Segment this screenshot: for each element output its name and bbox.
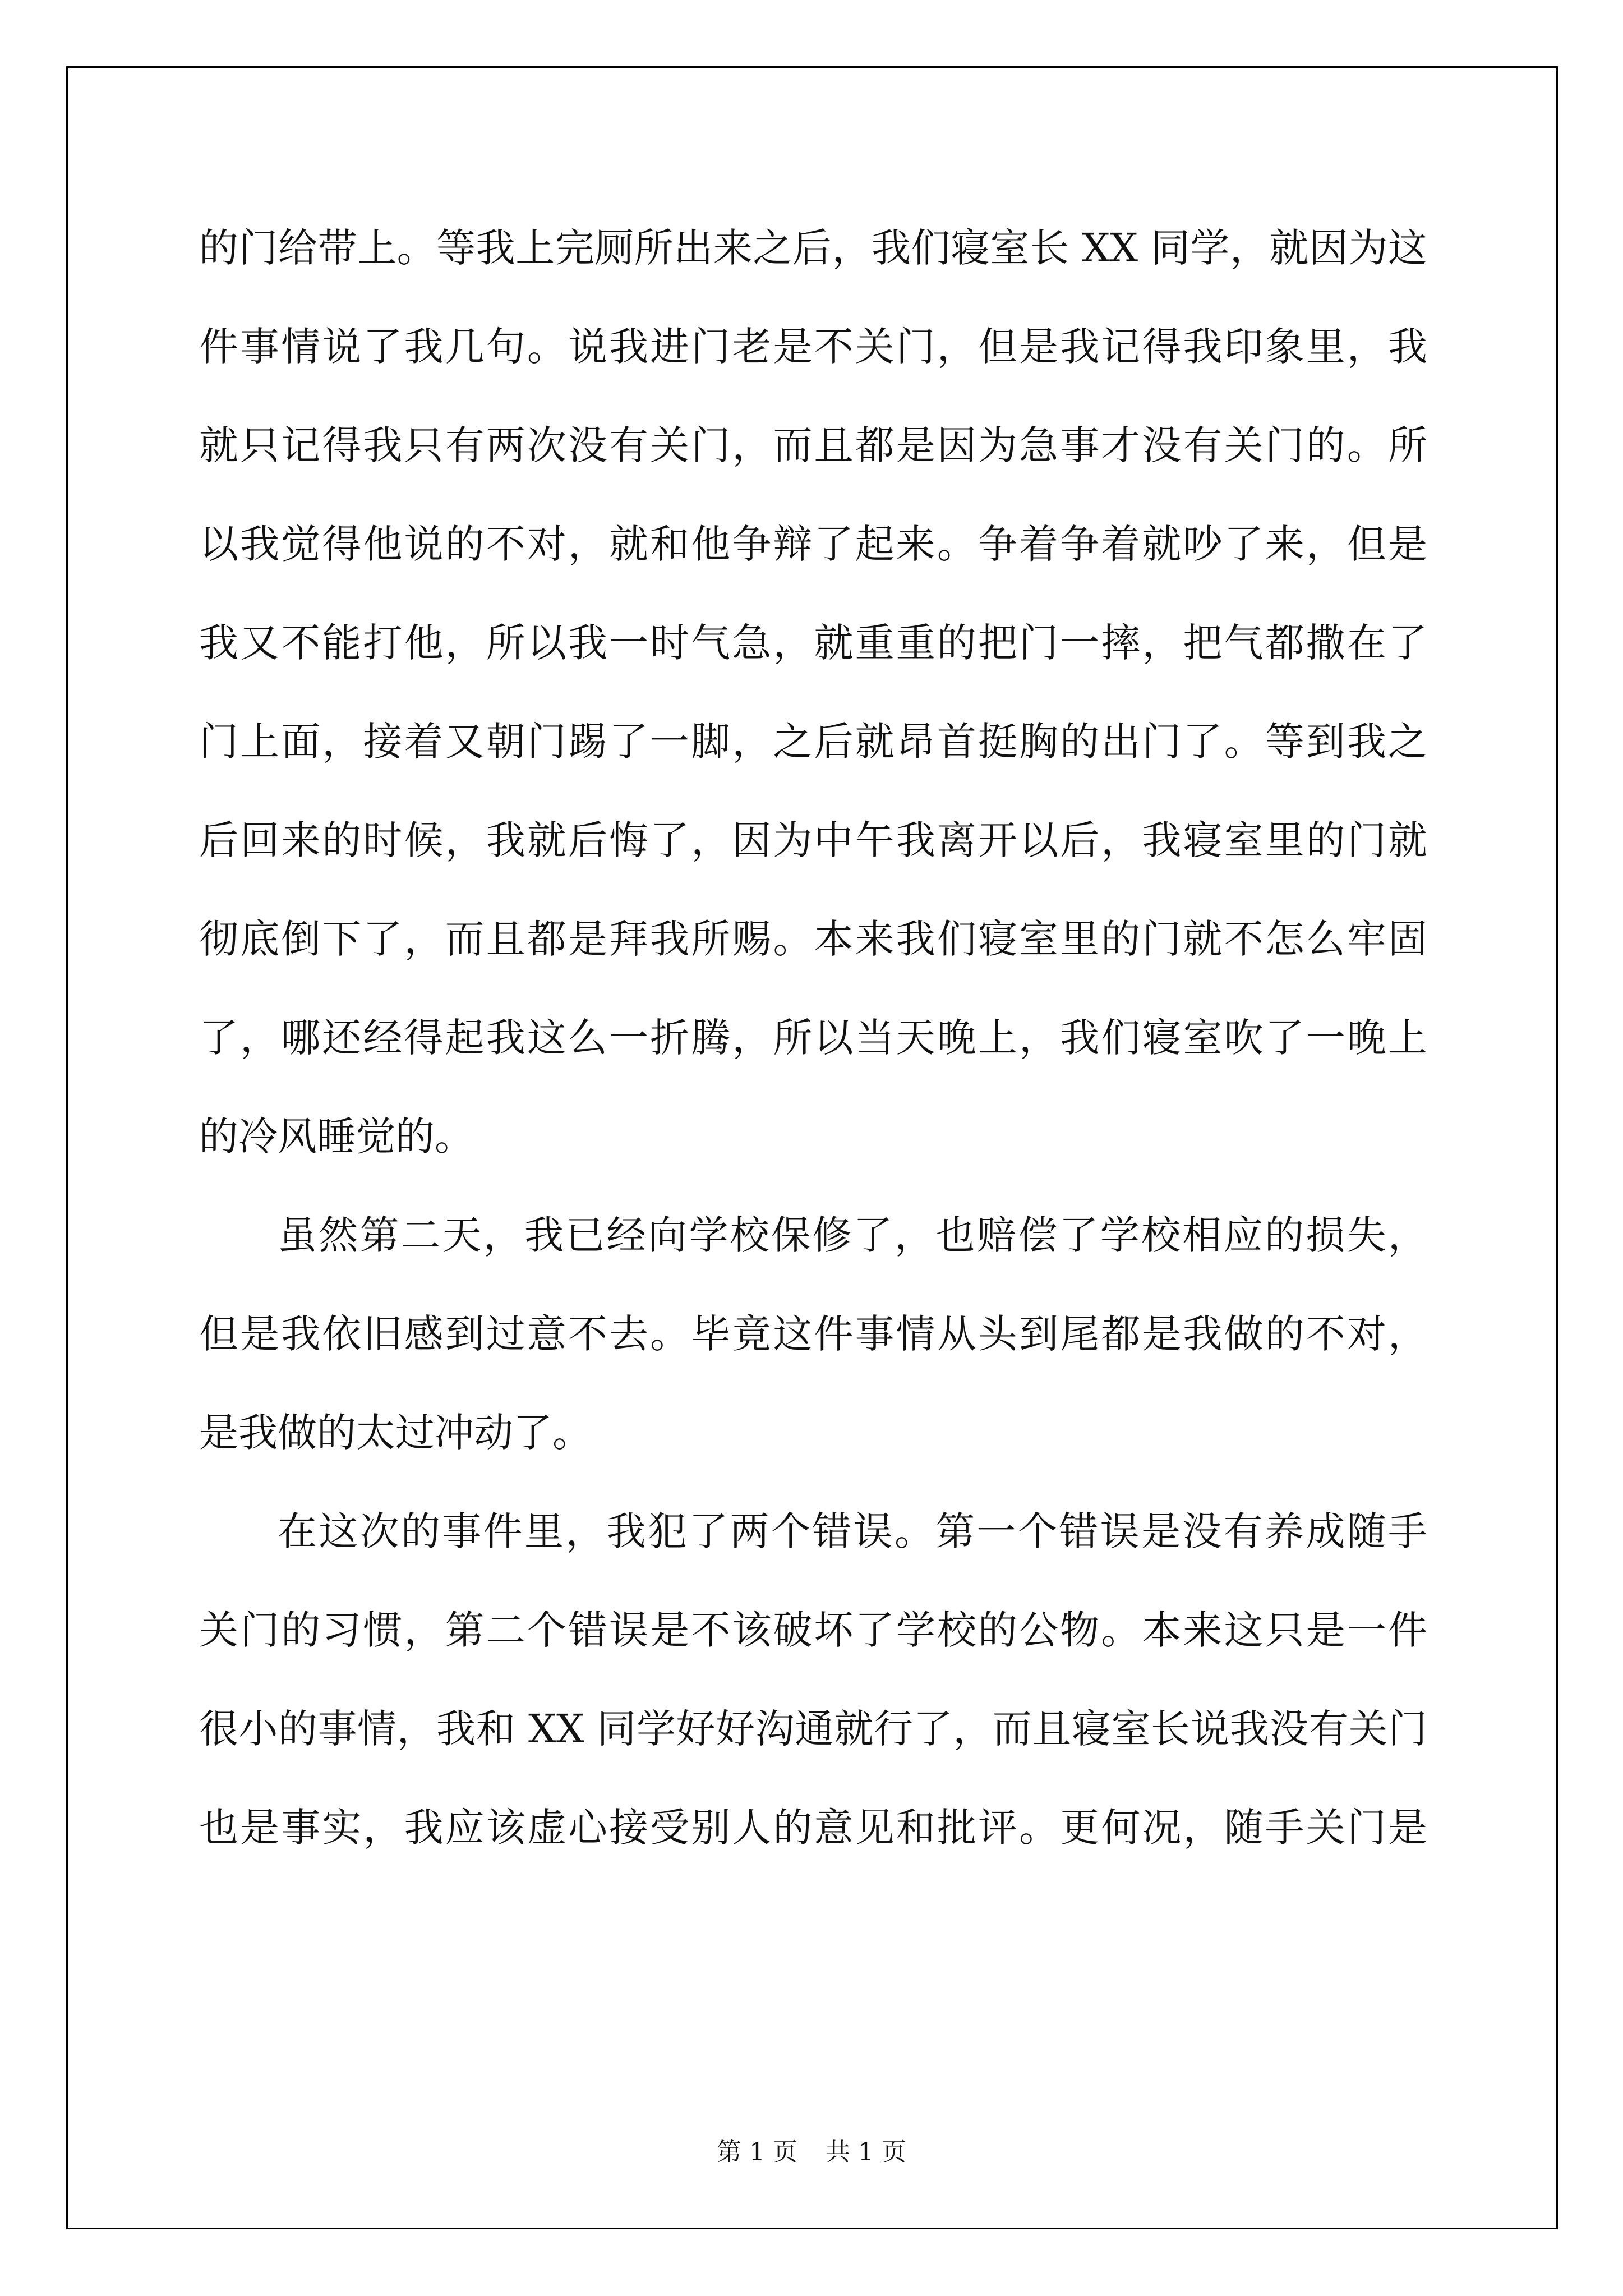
page-number: 第 1 页 [717, 2138, 797, 2166]
text-line: 彻底倒下了，而且都是拜我所赐。本来我们寝室里的门就不怎么牢固 [199, 916, 1427, 962]
text-line: 也是事实，我应该虚心接受别人的意见和批评。更何况，随手关门是 [199, 1805, 1427, 1851]
text-line: 关门的习惯，第二个错误是不该破坏了学校的公物。本来这只是一件 [199, 1607, 1427, 1653]
text-line: 但是我依旧感到过意不去。毕竟这件事情从头到尾都是我做的不对， [199, 1311, 1427, 1357]
text-line: 我又不能打他，所以我一时气急，就重重的把门一摔，把气都撒在了 [199, 620, 1427, 666]
text-line: 的冷风睡觉的。 [199, 1114, 474, 1159]
page-total: 共 1 页 [826, 2138, 906, 2166]
page-footer [0, 2132, 1623, 2168]
text-line: 的门给带上。等我上完厕所出来之后，我们寝室长 XX 同学，就因为这 [199, 225, 1427, 271]
text-line: 是我做的太过冲动了。 [199, 1410, 592, 1456]
text-line: 后回来的时候，我就后悔了，因为中午我离开以后，我寝室里的门就 [199, 817, 1427, 863]
document-body [199, 199, 1427, 1877]
text-line: 很小的事情，我和 XX 同学好好沟通就行了，而且寝室长说我没有关门 [199, 1706, 1427, 1752]
text-line: 了，哪还经得起我这么一折腾，所以当天晚上，我们寝室吹了一晚上 [199, 1015, 1427, 1061]
text-line: 虽然第二天，我已经向学校保修了，也赔偿了学校相应的损失， [278, 1212, 1427, 1258]
text-line: 就只记得我只有两次没有关门，而且都是因为急事才没有关门的。所 [199, 422, 1427, 468]
text-line: 在这次的事件里，我犯了两个错误。第一个错误是没有养成随手 [278, 1508, 1427, 1554]
text-line: 门上面，接着又朝门踢了一脚，之后就昂首挺胸的出门了。等到我之 [199, 719, 1427, 765]
text-line: 件事情说了我几句。说我进门老是不关门，但是我记得我印象里，我 [199, 324, 1427, 370]
text-line: 以我觉得他说的不对，就和他争辩了起来。争着争着就吵了来，但是 [199, 521, 1427, 567]
